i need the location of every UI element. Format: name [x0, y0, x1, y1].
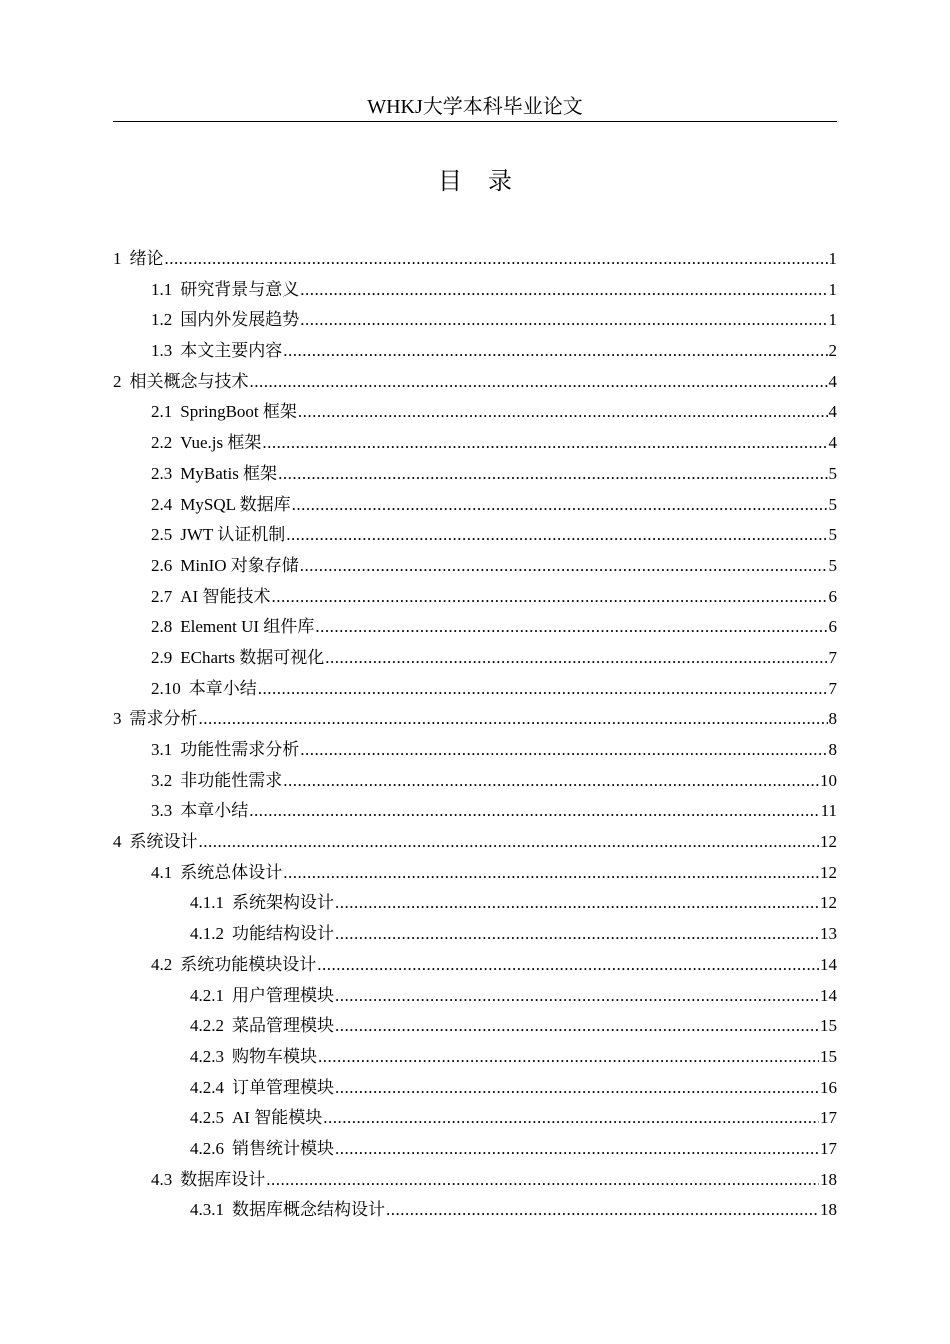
toc-entry-page-number: 6 — [828, 617, 837, 637]
toc-entry[interactable] — [113, 305, 837, 336]
toc-dot-leader — [283, 336, 827, 367]
toc-entry-number: 2.6 — [151, 555, 173, 575]
toc-entry-title: 本章小结 — [180, 801, 249, 821]
toc-entry[interactable] — [113, 766, 837, 797]
toc-dot-leader — [258, 674, 828, 705]
toc-entry-page-number: 1 — [828, 249, 837, 268]
toc-dot-leader — [271, 582, 827, 613]
toc-entry-title: Vue.js 框架 — [180, 433, 262, 453]
toc-entry[interactable] — [113, 459, 837, 490]
toc-entry[interactable] — [113, 1011, 837, 1042]
toc-entry-title: 菜品管理模块 — [232, 1016, 334, 1036]
toc-entry-page-number: 17 — [820, 1108, 837, 1128]
toc-entry-page-number: 15 — [820, 1016, 837, 1036]
toc-entry-number: 2.5 — [151, 525, 173, 545]
toc-entry-title: MyBatis 框架 — [180, 463, 278, 483]
toc-entry-page-number: 4 — [828, 433, 837, 453]
toc-dot-leader — [335, 888, 819, 919]
toc-entry-page-number: 14 — [820, 954, 837, 974]
toc-entry-title: 订单管理模块 — [232, 1077, 334, 1097]
toc-entry-page-number: 16 — [820, 1077, 837, 1097]
toc-entry-number: 4.1.1 — [190, 893, 224, 913]
toc-entry-number: 3 — [113, 709, 122, 729]
toc-entry[interactable] — [113, 367, 837, 398]
toc-entry-title: 系统架构设计 — [232, 893, 334, 913]
toc-dot-leader — [318, 1042, 819, 1073]
toc-entry-title: 数据库设计 — [180, 1169, 266, 1189]
toc-entry-number: 4.2.2 — [190, 1016, 224, 1036]
toc-entry-number: 4.2.4 — [190, 1077, 224, 1097]
toc-entry-page-number: 5 — [828, 463, 837, 483]
toc-entry-number: 4.2.6 — [190, 1138, 224, 1158]
toc-entry-title: 用户管理模块 — [232, 985, 334, 1005]
toc-entry-page-number: 17 — [820, 1138, 837, 1158]
toc-dot-leader — [199, 704, 828, 735]
toc-entry-number: 2.4 — [151, 494, 173, 514]
toc-entry-number: 1.1 — [151, 279, 173, 299]
toc-entry-page-number: 12 — [820, 862, 837, 882]
toc-entry-page-number: 8 — [828, 709, 837, 729]
toc-entry-number: 4.1 — [151, 862, 173, 882]
toc-entry-title: 销售统计模块 — [232, 1138, 334, 1158]
toc-entry-page-number: 4 — [828, 371, 837, 391]
toc-entry-page-number: 18 — [820, 1200, 837, 1220]
toc-entry-title: 系统功能模块设计 — [180, 954, 317, 974]
toc-dot-leader — [249, 796, 819, 827]
toc-entry-number: 4.1.2 — [190, 924, 224, 944]
toc-entry-title: MySQL 数据库 — [180, 494, 291, 514]
toc-entry[interactable] — [113, 704, 837, 735]
toc-entry[interactable] — [113, 1195, 837, 1226]
toc-entry[interactable] — [113, 827, 837, 858]
toc-entry-title: 非功能性需求 — [180, 770, 283, 790]
toc-dot-leader — [335, 919, 819, 950]
toc-entry-number: 2 — [113, 371, 122, 391]
toc-entry-page-number: 12 — [820, 832, 837, 852]
toc-entry-title: ECharts 数据可视化 — [180, 647, 325, 667]
toc-entry[interactable] — [113, 981, 837, 1012]
toc-entry-number: 2.3 — [151, 463, 173, 483]
toc-entry-number: 4.2 — [151, 954, 173, 974]
toc-entry-number: 4.2.3 — [190, 1046, 224, 1066]
toc-entry-title: 国内外发展趋势 — [180, 310, 300, 330]
toc-dot-leader — [335, 1134, 819, 1165]
toc-entry[interactable] — [113, 796, 837, 827]
toc-entry[interactable] — [113, 950, 837, 981]
toc-dot-leader — [262, 428, 827, 459]
toc-entry-title: MinIO 对象存储 — [180, 555, 299, 575]
toc-entry[interactable] — [113, 582, 837, 613]
toc-entry-number: 4.3 — [151, 1169, 173, 1189]
toc-entry-number: 1 — [113, 249, 122, 268]
toc-dot-leader — [300, 735, 827, 766]
toc-entry[interactable] — [113, 1042, 837, 1073]
toc-entry-number: 4.2.1 — [190, 985, 224, 1005]
toc-entry-page-number: 15 — [820, 1046, 837, 1066]
toc-dot-leader — [386, 1195, 819, 1226]
toc-entry-number: 1.2 — [151, 310, 173, 330]
toc-entry-page-number: 5 — [828, 525, 837, 545]
toc-entry-title: 相关概念与技术 — [129, 371, 249, 391]
toc-dot-leader — [300, 305, 827, 336]
toc-entry-number: 2.7 — [151, 586, 173, 606]
page-header — [113, 94, 837, 122]
toc-entry-page-number: 5 — [828, 555, 837, 575]
toc-entry-number: 4.3.1 — [190, 1200, 224, 1220]
table-of-contents — [113, 244, 837, 1226]
toc-entry[interactable] — [113, 336, 837, 367]
toc-entry-title: 需求分析 — [129, 709, 198, 729]
toc-entry-page-number: 1 — [828, 310, 837, 330]
toc-entry-title: 系统总体设计 — [180, 862, 283, 882]
toc-entry-title: 功能性需求分析 — [180, 740, 300, 759]
toc-entry[interactable] — [113, 612, 837, 643]
toc-entry-number: 4 — [113, 832, 122, 852]
toc-entry-title: SpringBoot 框架 — [180, 402, 297, 422]
toc-entry-title: 功能结构设计 — [232, 924, 334, 944]
toc-dot-leader — [325, 643, 827, 674]
toc-entry-title: 本章小结 — [188, 678, 257, 698]
toc-entry-page-number: 13 — [820, 924, 837, 944]
toc-dot-leader — [300, 275, 827, 306]
toc-entry-title: 数据库概念结构设计 — [232, 1200, 385, 1220]
toc-entry[interactable] — [113, 919, 837, 950]
toc-entry[interactable] — [113, 1103, 837, 1134]
header-title: WHKJ大学本科毕业论文 — [367, 96, 583, 118]
toc-entry[interactable] — [113, 1134, 837, 1165]
toc-entry-title: 研究背景与意义 — [180, 279, 300, 299]
toc-dot-leader — [250, 367, 828, 398]
toc-entry[interactable] — [113, 428, 837, 459]
toc-dot-leader — [335, 1011, 819, 1042]
toc-dot-leader — [199, 827, 820, 858]
toc-entry-number: 2.1 — [151, 402, 173, 422]
toc-entry[interactable] — [113, 735, 837, 766]
toc-dot-leader — [300, 551, 828, 582]
toc-dot-leader — [298, 397, 828, 428]
toc-entry-number: 3.1 — [151, 740, 173, 759]
toc-entry-page-number: 1 — [828, 279, 837, 299]
toc-entry-page-number: 8 — [828, 740, 837, 759]
toc-entry-page-number: 12 — [820, 893, 837, 913]
toc-entry-number: 2.8 — [151, 617, 173, 637]
toc-entry-page-number: 5 — [828, 494, 837, 514]
toc-entry-title: JWT 认证机制 — [180, 525, 286, 545]
toc-entry-title: 本文主要内容 — [180, 341, 283, 361]
toc-dot-leader — [266, 1165, 819, 1196]
toc-entry-number: 1.3 — [151, 341, 173, 361]
toc-entry[interactable] — [113, 397, 837, 428]
toc-entry[interactable] — [113, 275, 837, 306]
toc-dot-leader — [283, 858, 819, 889]
toc-entry-page-number: 10 — [820, 770, 837, 790]
toc-dot-leader — [335, 981, 819, 1012]
toc-entry-title: AI 智能技术 — [180, 586, 271, 606]
toc-dot-leader — [323, 1103, 819, 1134]
toc-entry-title: AI 智能模块 — [232, 1108, 323, 1128]
toc-entry-page-number: 4 — [828, 402, 837, 422]
toc-dot-leader — [283, 766, 819, 797]
toc-entry-number: 2.9 — [151, 647, 173, 667]
toc-entry-title: 系统设计 — [129, 832, 198, 852]
toc-entry[interactable] — [113, 888, 837, 919]
toc-title: 目录 — [438, 169, 538, 195]
toc-entry-page-number: 6 — [828, 586, 837, 606]
toc-entry-page-number: 11 — [820, 801, 837, 821]
toc-entry-title: Element UI 组件库 — [180, 617, 315, 637]
toc-entry-number: 3.3 — [151, 801, 173, 821]
toc-entry-page-number: 18 — [820, 1169, 837, 1189]
toc-entry-title: 绪论 — [129, 249, 164, 268]
toc-dot-leader — [317, 950, 819, 981]
toc-entry[interactable] — [113, 520, 837, 551]
toc-entry-number: 2.10 — [151, 678, 181, 698]
toc-dot-leader — [335, 1073, 819, 1104]
toc-dot-leader — [292, 490, 828, 521]
toc-entry-title: 购物车模块 — [232, 1046, 317, 1066]
toc-entry-page-number: 7 — [828, 678, 837, 698]
toc-dot-leader — [286, 520, 827, 551]
toc-dot-leader — [315, 612, 827, 643]
toc-entry[interactable] — [113, 643, 837, 674]
toc-entry[interactable] — [113, 858, 837, 889]
toc-entry[interactable] — [113, 674, 837, 705]
toc-entry-number: 3.2 — [151, 770, 173, 790]
toc-entry[interactable] — [113, 490, 837, 521]
toc-entry-number: 2.2 — [151, 433, 173, 453]
toc-entry-page-number: 14 — [820, 985, 837, 1005]
toc-entry[interactable] — [113, 244, 837, 275]
toc-entry[interactable] — [113, 1073, 837, 1104]
toc-entry[interactable] — [113, 1165, 837, 1196]
toc-entry-page-number: 2 — [828, 341, 837, 361]
toc-dot-leader — [278, 459, 827, 490]
toc-entry-page-number: 7 — [828, 647, 837, 667]
toc-entry-number: 4.2.5 — [190, 1108, 224, 1128]
toc-dot-leader — [165, 244, 828, 275]
toc-entry[interactable] — [113, 551, 837, 582]
